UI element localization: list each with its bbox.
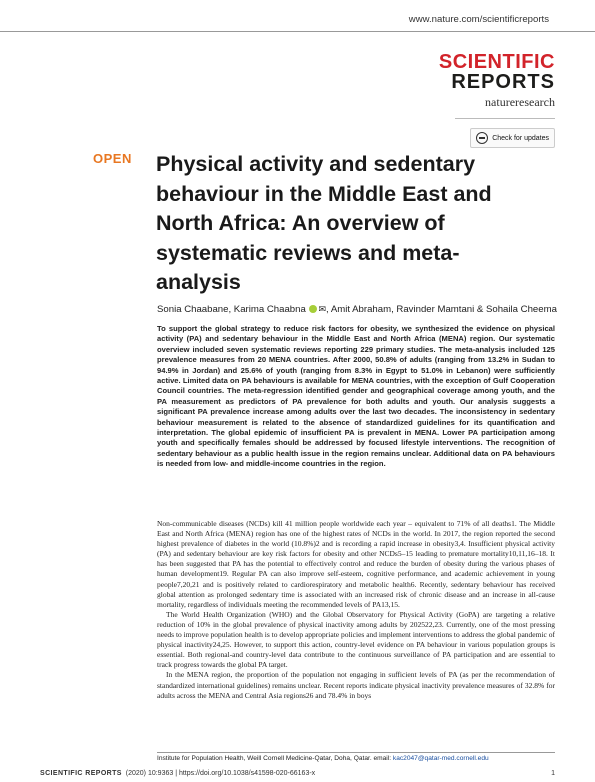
page-number: 1 <box>551 770 555 777</box>
authors-part-1: Sonia Chaabane, Karima Chaabna <box>157 304 306 315</box>
brand-line-scientific: SCIENTIFIC <box>438 51 555 73</box>
open-access-label: OPEN <box>93 151 132 166</box>
affiliation: Institute for Population Health, Weill Cornell Medicine-Qatar, Doha, Qatar. <box>157 755 374 762</box>
brand-line-reports: REPORTS <box>451 71 555 93</box>
abstract: To support the global strategy to reduce risk factors for obesity, we synthesized the evidence on physical activity (PA) and sedentary behaviour in the Middle East and North Africa (MENA) region. Our systematic overview included seven systematic reviews reporting 229 primary studies. The meta-analysis included 125 prevalence measures from 20 MENA countries. After 2000, 50.8% of adults (ranging from 13.2% in Sudan to 94.9% in Jordan) and 25.6% of youth (ranging from 8.3% in Egypt to 51.0% in Lebanon) were sufficiently active. Limited data on PA behaviours is available for MENA countries, with the exception of Gulf Cooperation Council countries. The meta-regression identified gender and geographical coverage among youth, and the PA measurement as predictors of PA prevalence for both adults and youth. Our analysis suggests a significant PA prevalence increase among adults over the last two decades. The inconsistency in sedentary behaviour measurement is related to the absence of standardized guidelines for its quantification and interpretation. The global epidemic of insufficient PA is prevalent in MENA. Lower PA participation among youth and specifically females should be addressed by focused lifestyle interventions. The recognition of sedentary behaviour as a public health issue in the region remains unclear. Additional data on PA behaviours is needed from low- and middle-income countries in the region. <box>157 324 555 469</box>
brand-divider <box>455 118 555 119</box>
footer-citation <box>122 770 315 777</box>
check-for-updates-label: Check for updates <box>492 134 549 142</box>
update-check-icon <box>476 132 488 144</box>
authors-part-2: , Amit Abraham, Ravinder Mamtani & Sohaila Cheema <box>326 304 557 315</box>
orcid-icon[interactable] <box>309 305 317 313</box>
body-paragraph: Non-communicable diseases (NCDs) kill 41 million people worldwide each year – equivalent to 71% of all deaths1. The Middle East and North Africa (MENA) region has one of the highest rates of NCDs in the world. In 2017, the region reported the second highest prevalence of diabetes in the world (10.8%)2 and is recording a rapid increase in obesity3,4. Insufficient physical activity (PA) and sedentary behaviour are key risk factors for obesity and other NCDs5–15 leading to premature mortality10,11,16–18. It has been suggested that PA has the potential to effectively control and reduce the burden of obesity during the various phases of human development19. Regular PA can also improve self-esteem, cognitive performance, and academic achievement in young people7,20,21 and is positively related to cardiorespiratory and metabolic health6. Recently, sedentary behaviour has received global attention as prolonged sedentary time is associated with an increased risk of chronic disease and an increase in all-cause mortality, regardless of individuals meeting the recommended levels of PA13,15. <box>157 519 555 609</box>
page-footer <box>40 770 555 777</box>
article-body <box>157 519 555 701</box>
header-divider <box>0 31 595 32</box>
check-for-updates-button[interactable] <box>470 128 555 148</box>
doi-link[interactable]: (2020) 10:9363 | https://doi.org/10.1038/s41598-020-66163-x <box>125 770 316 777</box>
journal-url[interactable]: www.nature.com/scientificreports <box>408 14 549 25</box>
article-title: Physical activity and sedentary behaviour in the Middle East and North Africa: An overview of systematic reviews and meta-analysis <box>156 152 492 294</box>
email-label: email: <box>373 755 393 762</box>
email-icon[interactable]: ✉ <box>318 304 327 314</box>
author-list <box>157 304 557 315</box>
corresponding-email-link[interactable]: kac2047@qatar-med.cornell.edu <box>392 755 489 762</box>
footnote-divider <box>157 752 555 753</box>
body-paragraph: The World Health Organization (WHO) and the Global Observatory for Physical Activity (GoPA) are targeting a relative reduction of 10% in the global prevalence of physical inactivity among adults by 202522,23. Currently, one of the most pressing needs to improve population health is to develop appropriate policies and implement interventions to address the global pandemic of physical inactivity24,25. However, to support this action, country-level evidence on PA behaviour in various population groups is essential. Both regional-and country-level data contribute to the continuous surveillance of PA participation and are essential to track progress towards the global PA target. <box>157 609 555 670</box>
journal-brand <box>439 52 555 110</box>
brand-publisher: natureresearch <box>485 95 555 109</box>
affiliation-footnote <box>157 755 555 762</box>
footer-journal: SCIENTIFIC REPORTS <box>40 770 122 777</box>
body-paragraph: In the MENA region, the proportion of the population not engaging in sufficient levels of PA (as per the recommendation of standardized international guidelines) remains unclear. Recent reports indicate physical inactivity prevalence measures of 32.8% for adults across the MENA and Central Asia regions26 and 78.4% in boys <box>157 670 555 700</box>
